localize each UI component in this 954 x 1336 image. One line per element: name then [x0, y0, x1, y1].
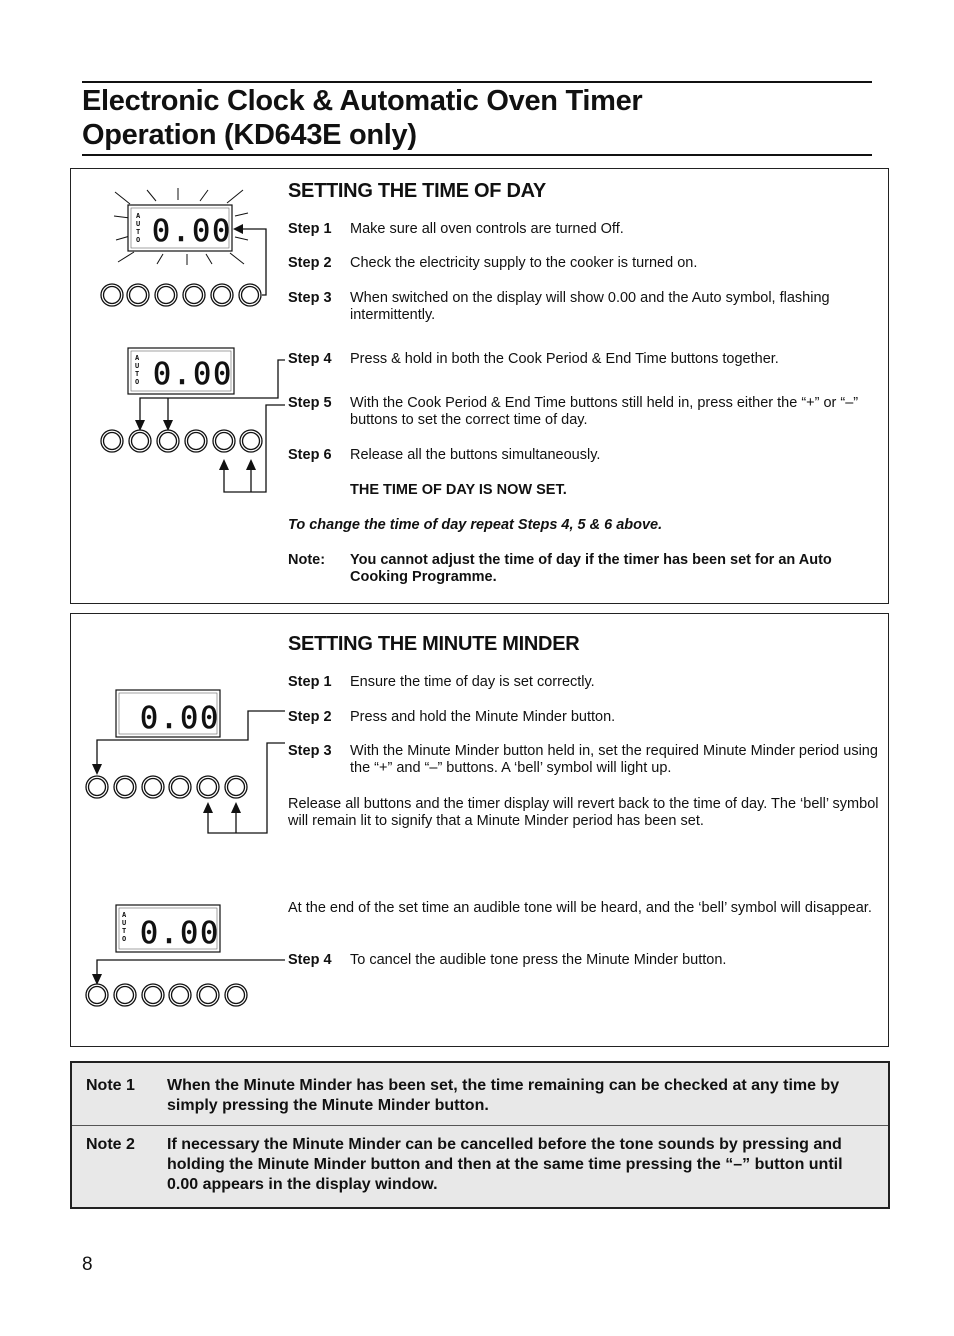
display-time-4: 0.00 — [140, 916, 221, 951]
title-line2: Operation (KD643E only) — [82, 119, 417, 151]
notes-divider — [72, 1125, 888, 1126]
svg-text:A: A — [136, 212, 141, 220]
svg-text:U: U — [136, 220, 141, 228]
minder-end-text: At the end of the set time an audible tone will be heard, and the ‘bell’ symbol will disappear. — [288, 900, 872, 916]
minder-release-text: Release all buttons and the timer display will revert back to the time of day. The ‘bell’ symbol will remain lit to signify that a Minute Minder period has been set. — [288, 796, 879, 829]
title-bottom-rule — [82, 154, 872, 156]
button-row-4 — [86, 984, 247, 1006]
change-time-note: To change the time of day repeat Steps 4, 5 & 6 above. — [288, 517, 663, 533]
time-of-day-heading: SETTING THE TIME OF DAY — [288, 180, 546, 202]
minute-minder-diagram — [82, 685, 287, 1010]
notes-panel: Note 1 When the Minute Minder has been set, the time remaining can be checked at any time by simply pressing the Minute Minder button. Note 2 If necessary the Minute Minder can be cancelled before the tone sounds by pressing and holding the Minute Minder button and then at the same time pressing the “–” button until 0.00 appears in the display window. — [70, 1061, 890, 1209]
page-number: 8 — [82, 1254, 93, 1275]
display-time-2: 0.00 — [153, 357, 234, 392]
svg-text:U: U — [135, 362, 140, 370]
time-set-confirmation: THE TIME OF DAY IS NOW SET. — [350, 482, 567, 498]
svg-text:U: U — [122, 919, 127, 927]
svg-text:T: T — [136, 228, 141, 236]
button-row-2 — [101, 430, 262, 452]
svg-text:A: A — [122, 911, 127, 919]
svg-text:O: O — [122, 935, 127, 943]
button-row-1 — [101, 284, 261, 306]
title-top-rule — [82, 81, 872, 83]
button-row-3 — [86, 776, 247, 798]
svg-text:T: T — [122, 927, 127, 935]
svg-text:T: T — [135, 370, 140, 378]
svg-text:A: A — [135, 354, 140, 362]
time-of-day-diagram — [90, 180, 285, 500]
display-time-1: 0.00 — [152, 214, 233, 249]
page-title — [82, 84, 882, 152]
minute-minder-heading: SETTING THE MINUTE MINDER — [288, 633, 580, 655]
svg-text:O: O — [136, 236, 141, 244]
display-time-3: 0.00 — [140, 701, 221, 736]
title-line1: Electronic Clock & Automatic Oven Timer — [82, 85, 643, 117]
svg-text:O: O — [135, 378, 140, 386]
